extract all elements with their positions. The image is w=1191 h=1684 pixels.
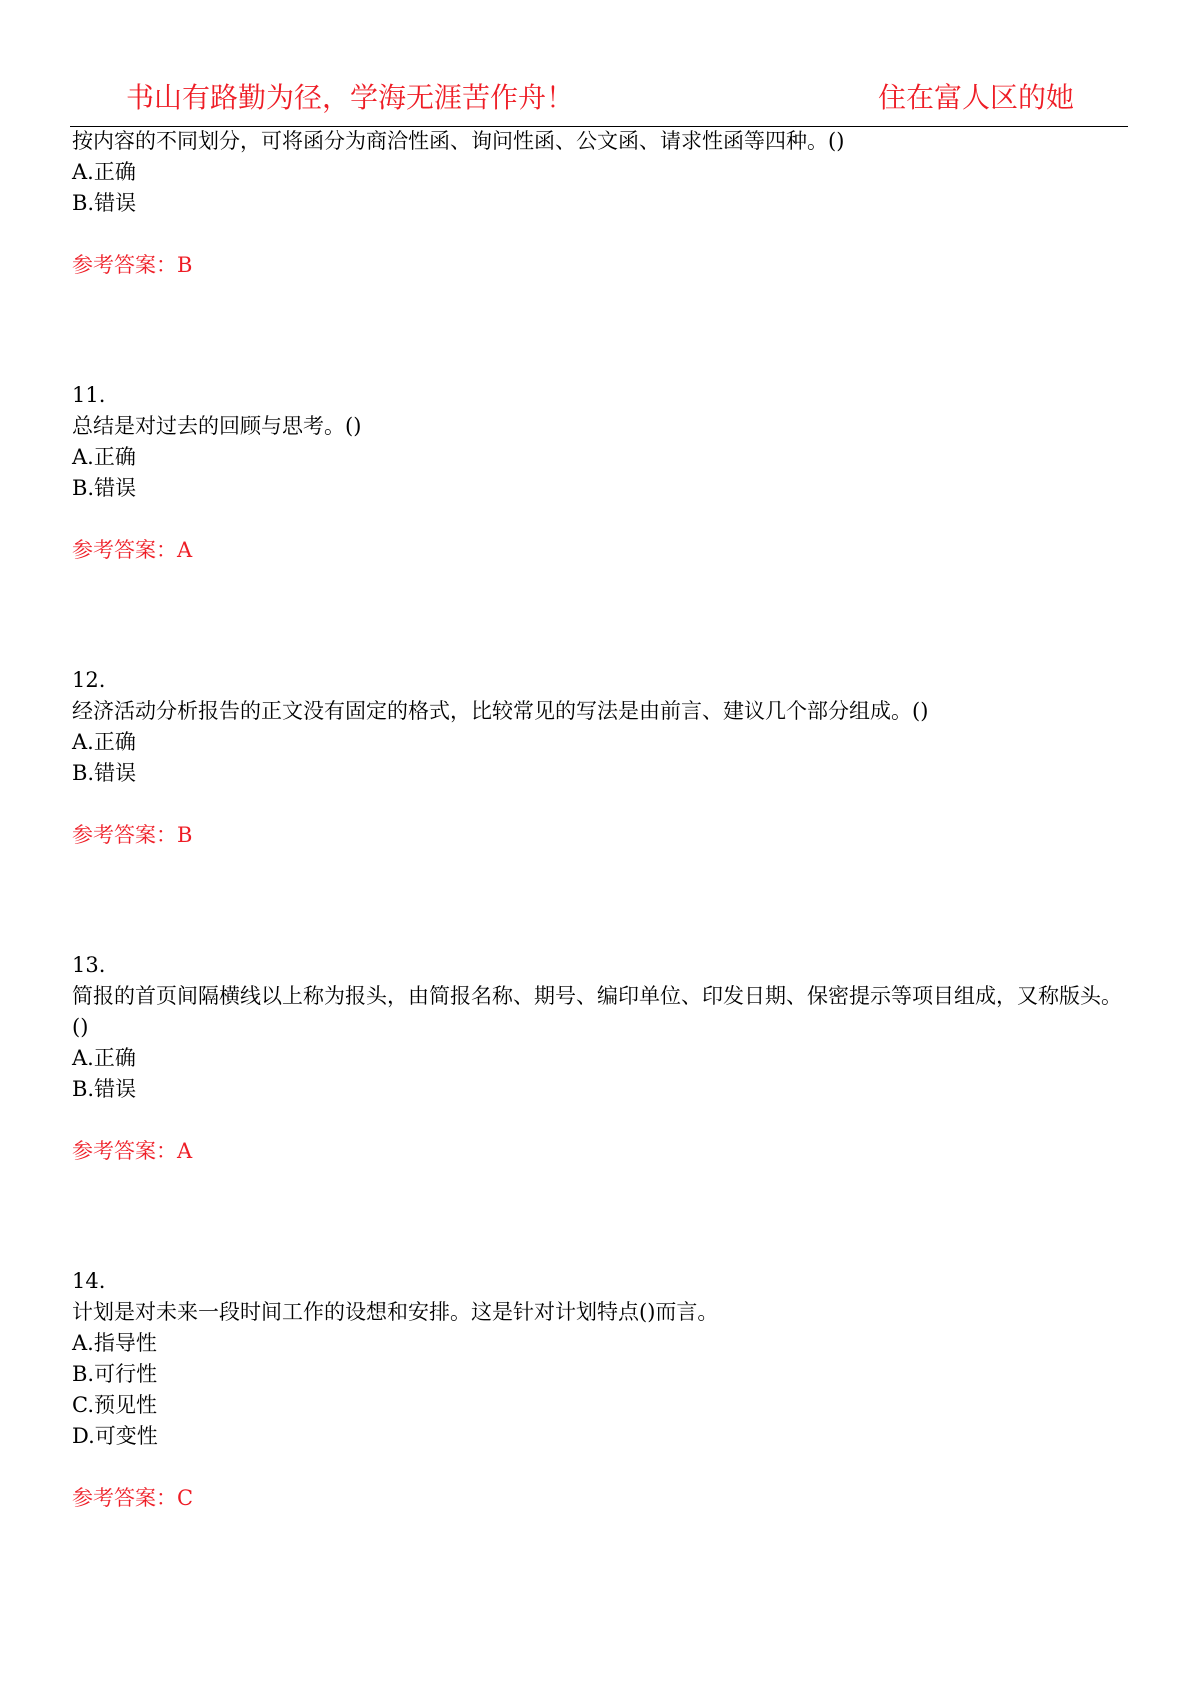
option-a: A.指导性 — [72, 1331, 157, 1355]
page-header — [70, 74, 1128, 127]
option-d: D.可变性 — [72, 1424, 158, 1448]
question-number: 12. — [72, 668, 106, 692]
reference-answer — [72, 250, 1132, 281]
question-item — [72, 665, 1132, 851]
question-text: 按内容的不同划分，可将函分为商洽性函、询问性函、公文函、请求性函等四种。() — [72, 129, 845, 153]
answer-label: 参考答案： — [72, 1486, 177, 1510]
reference-answer — [72, 1483, 1132, 1514]
question-number: 11. — [72, 383, 106, 407]
option-a: A.正确 — [72, 160, 136, 184]
option-c: C.预见性 — [72, 1393, 157, 1417]
option-a: A.正确 — [72, 730, 136, 754]
question-item — [72, 380, 1132, 566]
option-a: A.正确 — [72, 445, 136, 469]
answer-label: 参考答案： — [72, 253, 177, 277]
header-right-text: 住在富人区的她 — [878, 81, 1075, 114]
option-b: B.错误 — [72, 476, 137, 500]
question-list — [72, 126, 1132, 1514]
reference-answer — [72, 1136, 1132, 1167]
answer-value: B — [177, 823, 193, 847]
question-number: 14. — [72, 1269, 106, 1293]
question-text: 计划是对未来一段时间工作的设想和安排。这是针对计划特点()而言。 — [72, 1300, 719, 1324]
answer-value: C — [177, 1486, 194, 1510]
answer-value: A — [177, 538, 193, 562]
reference-answer — [72, 820, 1132, 851]
option-b: B.可行性 — [72, 1362, 158, 1386]
question-item — [72, 126, 1132, 281]
reference-answer — [72, 535, 1132, 566]
question-text: 经济活动分析报告的正文没有固定的格式，比较常见的写法是由前言、建议几个部分组成。() — [72, 699, 929, 723]
option-b: B.错误 — [72, 761, 137, 785]
question-text: 总结是对过去的回顾与思考。() — [72, 414, 362, 438]
question-text: 简报的首页间隔横线以上称为报头，由简报名称、期号、编印单位、印发日期、保密提示等项目组成，又称版头。() — [72, 984, 1122, 1039]
option-b: B.错误 — [72, 191, 137, 215]
answer-label: 参考答案： — [72, 823, 177, 847]
answer-value: A — [177, 1139, 193, 1163]
question-item — [72, 950, 1132, 1167]
option-b: B.错误 — [72, 1077, 137, 1101]
header-motto: 书山有路勤为径，学海无涯苦作舟！ — [126, 81, 575, 114]
answer-value: B — [177, 253, 193, 277]
question-number: 13. — [72, 953, 106, 977]
answer-label: 参考答案： — [72, 1139, 177, 1163]
question-item — [72, 1266, 1132, 1514]
answer-label: 参考答案： — [72, 538, 177, 562]
option-a: A.正确 — [72, 1046, 136, 1070]
